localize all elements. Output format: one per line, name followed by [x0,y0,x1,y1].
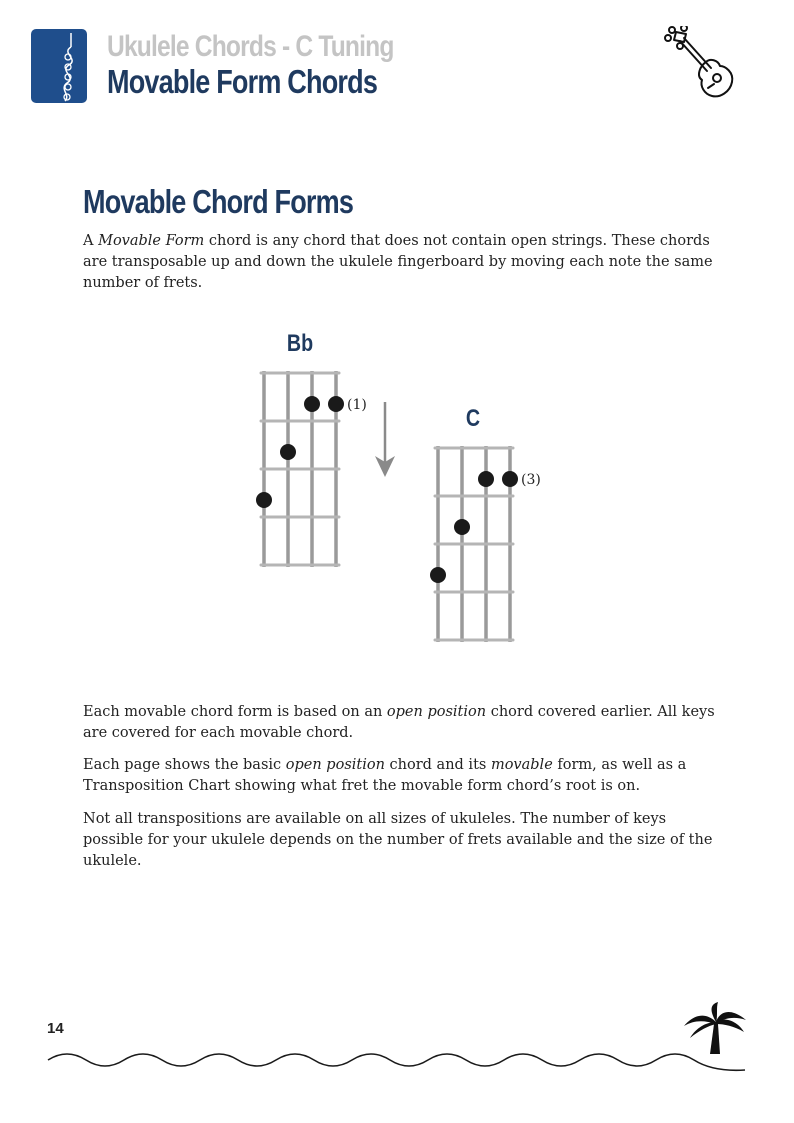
chord-name-c: C [465,404,481,432]
intro-text-1: A [83,233,99,249]
p2-text-2: chord and its [384,757,491,773]
p2-text-3: form, as well as a Transposition Chart showing what fret the movable form chord’s root is on. [83,757,687,794]
p2-em-1: open position [285,757,385,773]
intro-em-1: Movable Form [98,233,205,249]
fret-annotation-bb: (1) [347,397,367,413]
chord-diagram-c [430,404,541,642]
page-number: 14 [47,1020,64,1037]
body-paragraph-3: Not all transpositions are available on all sizes of ukuleles. The number of keys possible for your ukulele depends on the number of frets available and the size of the ukulele. [83,811,713,869]
finger-dot [502,471,518,487]
series-title: Ukulele Chords - C Tuning [107,30,394,63]
body-paragraph-1 [83,702,723,744]
wave-line [48,1054,745,1070]
p2-em-2: movable [490,757,553,773]
finger-dot [280,444,296,460]
down-arrow-icon [375,402,395,477]
section-heading: Movable Chord Forms [83,183,354,220]
finger-dot [256,492,272,508]
chord-diagram-bb [256,329,367,567]
finger-dot [328,396,344,412]
finger-dot [430,567,446,583]
p1-em-1: open position [386,704,487,720]
palm-tree-icon [684,1002,746,1054]
p1-text-2: chord covered earlier. All keys are covered for each movable chord. [83,704,715,741]
body-paragraph-2 [83,755,723,797]
p1-text-1: Each movable chord form is based on an [83,704,387,720]
chord-name-bb: Bb [286,329,314,357]
intro-text-2: chord is any chord that does not contain open strings. These chords are transposable up and down the ukulele fingerboard by moving each note the same number of frets. [83,233,713,291]
finger-dot [304,396,320,412]
page-header-title: Movable Form Chords [107,63,378,100]
finger-dot [478,471,494,487]
fret-annotation-c: (3) [521,472,541,488]
p2-text-1: Each page shows the basic [83,757,286,773]
finger-dot [454,519,470,535]
footer-decoration [0,1000,794,1100]
